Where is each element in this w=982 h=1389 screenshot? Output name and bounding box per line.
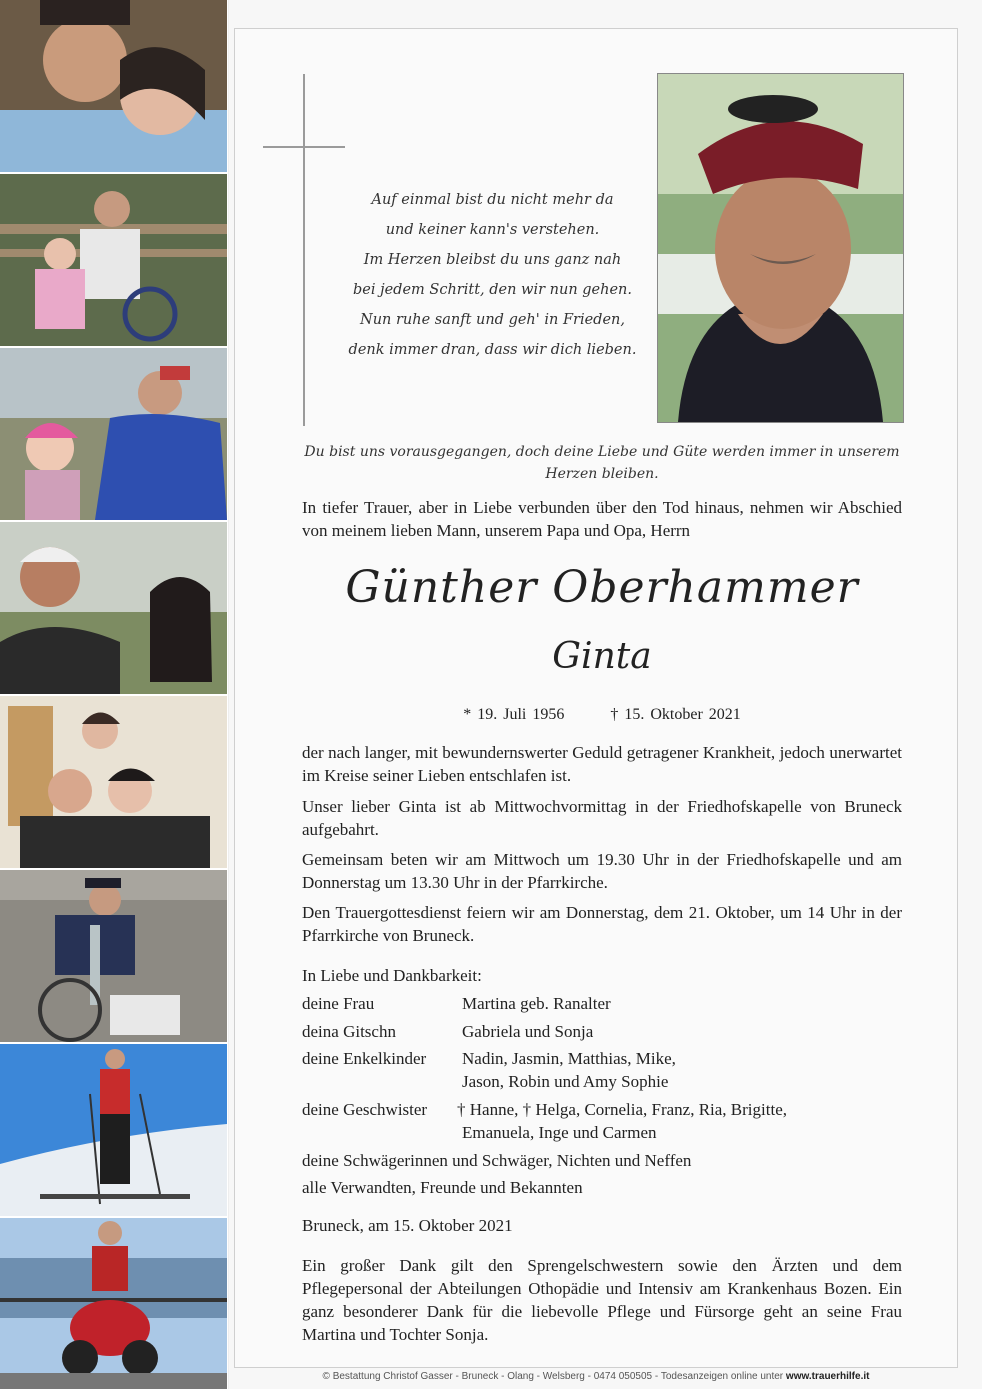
- family-names: Emanuela, Inge und Carmen: [462, 1123, 657, 1142]
- motto: Du bist uns vorausgegangen, doch deine Liebe und Güte werden immer in unserem Herzen bleiben.: [304, 444, 900, 482]
- family-names: Martina geb. Ranalter: [462, 994, 611, 1013]
- footer: [234, 1366, 958, 1388]
- paragraph: Den Trauergottesdienst feiern wir am Donnerstag, dem 21. Oktober, um 14 Uhr in der Pfarrkirche von Bruneck.: [302, 903, 902, 945]
- intro-text: In tiefer Trauer, aber in Liebe verbunden über den Tod hinaus, nehmen wir Abschied von meinem lieben Mann, unserem Papa und Opa, Herrn: [302, 498, 902, 540]
- paragraph: der nach langer, mit bewundernswerter Geduld getragener Krankheit, jedoch unerwartet im Kreise seiner Lieben entschlafen ist.: [302, 743, 902, 785]
- family-heading-text: In Liebe und Dankbarkeit:: [302, 966, 482, 985]
- family-photo-4: [0, 522, 227, 694]
- family-heading: [302, 964, 902, 987]
- family-photo-7: [0, 1044, 227, 1216]
- family-photo-1: [0, 0, 227, 172]
- family-role: deine Frau: [302, 994, 375, 1013]
- thanks-text: Ein großer Dank gilt den Sprengelschwestern sowie den Ärzten und dem Pflegepersonal der Abteilungen Othopädie und Intensiv am Krankenhaus Bozen. Ein ganz besonderer Dank für die liebevolle Pflege und Fürsorge geht an seine Frau Martina und Tochter Sonja.: [302, 1256, 902, 1344]
- family-names: † Hanne, † Helga, Cornelia, Franz, Ria, Brigitte,: [457, 1100, 787, 1119]
- family-photo-8: [0, 1218, 227, 1389]
- footer-link[interactable]: www.trauerhilfe.it: [785, 1371, 870, 1382]
- cross-icon-bar: [263, 146, 345, 148]
- family-photo-2: [0, 174, 227, 346]
- deceased-name: Günther Oberhammer: [345, 562, 859, 613]
- place-date-text: Bruneck, am 15. Oktober 2021: [302, 1216, 513, 1235]
- footer-text: © Bestattung Christof Gasser - Bruneck - Olang - Welsberg - 0474 050505 - Todesanzeigen online unter: [322, 1371, 786, 1382]
- deceased-nickname: Ginta: [552, 636, 652, 677]
- poem: [320, 185, 665, 365]
- cross-icon: [303, 74, 305, 426]
- photo-strip: [0, 0, 228, 1389]
- poem-line: denk immer dran, dass wir dich lieben.: [348, 342, 637, 358]
- paragraph: Unser lieber Ginta ist ab Mittwochvormittag in der Friedhofskapelle von Bruneck aufgebahrt.: [302, 797, 902, 839]
- poem-line: und keiner kann's verstehen.: [385, 222, 600, 238]
- family-role: deine Geschwister: [302, 1100, 428, 1119]
- family-extra-text: alle Verwandten, Freunde und Bekannten: [302, 1178, 583, 1197]
- family-extra-text: deine Schwägerinnen und Schwäger, Nichten und Neffen: [302, 1151, 692, 1170]
- poem-line: Nun ruhe sanft und geh' in Frieden,: [360, 312, 625, 328]
- poem-line: Auf einmal bist du nicht mehr da: [371, 192, 614, 208]
- family-role: deina Gitschn: [302, 1022, 396, 1041]
- paragraph: Gemeinsam beten wir am Mittwoch um 19.30 Uhr in der Friedhofskapelle und am Donnerstag um 13.30 Uhr in der Pfarrkirche.: [302, 850, 902, 892]
- family-names: Jason, Robin und Amy Sophie: [462, 1072, 669, 1091]
- family-photo-5: [0, 696, 227, 868]
- family-photo-6: [0, 870, 227, 1042]
- life-dates: [302, 706, 902, 724]
- family-role: deine Enkelkinder: [302, 1049, 427, 1068]
- family-names: Nadin, Jasmin, Matthias, Mike,: [462, 1049, 676, 1068]
- place-date: [302, 1214, 902, 1237]
- death-date: † 15. Oktober 2021: [610, 706, 741, 723]
- family-photo-3: [0, 348, 227, 520]
- birth-date: * 19. Juli 1956: [463, 706, 565, 723]
- family-extra: [302, 1176, 902, 1199]
- family-names: Gabriela und Sonja: [462, 1022, 594, 1041]
- poem-line: bei jedem Schritt, den wir nun gehen.: [353, 282, 632, 298]
- family-extra: [302, 1149, 902, 1172]
- portrait-photo: [657, 73, 904, 423]
- poem-line: Im Herzen bleibst du uns ganz nah: [363, 252, 622, 268]
